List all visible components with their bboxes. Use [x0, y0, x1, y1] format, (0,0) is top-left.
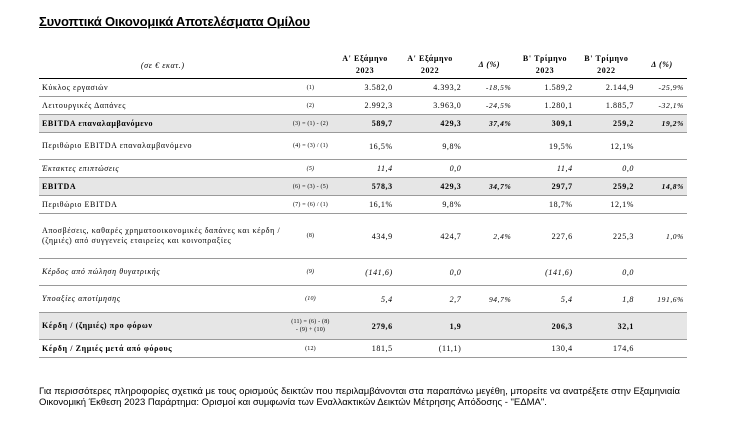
- col-q2-2023: Β' Τρίμηνο 2023: [514, 52, 575, 79]
- cell-value: 16,1%: [334, 196, 395, 214]
- cell-delta: 94,7%: [464, 286, 514, 313]
- col-delta-h1: Δ (%): [464, 52, 514, 79]
- cell-delta: 14,8%: [637, 178, 687, 196]
- row-note: (4) = (3) / (1): [287, 133, 335, 160]
- table-row-one-off-items: [39, 160, 687, 178]
- row-label: Περιθώριο EBITDA: [39, 196, 287, 214]
- cell-value: (141,6): [514, 259, 575, 286]
- col-h1-2022: Α' Εξάμηνο 2022: [396, 52, 465, 79]
- row-note: (1): [287, 79, 335, 97]
- cell-delta: 2,4%: [464, 214, 514, 259]
- cell-delta: [464, 313, 514, 340]
- row-note: (10): [287, 286, 335, 313]
- row-label: Κέρδη / (ζημιές) προ φόρων: [39, 313, 287, 340]
- row-note: (3) = (1) - (2): [287, 115, 335, 133]
- cell-value: 434,9: [334, 214, 395, 259]
- cell-value: 1,8: [576, 286, 637, 313]
- cell-delta: -25,9%: [637, 79, 687, 97]
- col-delta-q2: Δ (%): [637, 52, 687, 79]
- table-row-depreciation-finance: [39, 214, 687, 259]
- row-note: (9): [287, 259, 335, 286]
- cell-value: 0,0: [576, 259, 637, 286]
- cell-value: 589,7: [334, 115, 395, 133]
- row-note: (5): [287, 160, 335, 178]
- cell-delta: [637, 340, 687, 358]
- cell-value: 259,2: [576, 178, 637, 196]
- row-label: Λειτουργικές Δαπάνες: [39, 97, 287, 115]
- cell-value: (141,6): [334, 259, 395, 286]
- cell-value: 424,7: [396, 214, 465, 259]
- cell-value: 279,6: [334, 313, 395, 340]
- cell-value: 130,4: [514, 340, 575, 358]
- cell-delta: 19,2%: [637, 115, 687, 133]
- row-note: (12): [287, 340, 335, 358]
- row-label: Κέρδη / Ζημιές μετά από φόρους: [39, 340, 287, 358]
- cell-value: 12,1%: [576, 133, 637, 160]
- cell-value: 1,9: [396, 313, 465, 340]
- cell-value: 181,5: [334, 340, 395, 358]
- row-note: (11) = (6) - (8) - (9) + (10): [287, 313, 335, 340]
- cell-delta: [464, 259, 514, 286]
- table-row-opex: [39, 97, 687, 115]
- row-label: Υποαξίες αποτίμησης: [39, 286, 287, 313]
- cell-value: 9,8%: [396, 133, 465, 160]
- cell-value: 0,0: [396, 160, 465, 178]
- cell-value: 0,0: [396, 259, 465, 286]
- row-label: EBITDA επαναλαμβανόμενο: [39, 115, 287, 133]
- cell-delta: [637, 160, 687, 178]
- cell-delta: [464, 196, 514, 214]
- row-label: Αποσβέσεις, καθαρές χρηματοοικονομικές δαπάνες και κέρδη / (ζημιές) από συγγενείς εταιρείες και κοινοπραξίες: [39, 214, 287, 259]
- cell-delta: -18,5%: [464, 79, 514, 97]
- table-row-gain-on-sale: [39, 259, 687, 286]
- financial-results-table: [39, 52, 687, 358]
- row-label: Κέρδος από πώληση θυγατρικής: [39, 259, 287, 286]
- col-h1-2023: Α' Εξάμηνο 2023: [334, 52, 395, 79]
- cell-value: 174,6: [576, 340, 637, 358]
- cell-value: 5,4: [334, 286, 395, 313]
- table-row-recurring-ebitda: [39, 115, 687, 133]
- cell-value: 9,8%: [396, 196, 465, 214]
- cell-value: 11,4: [334, 160, 395, 178]
- row-label: Περιθώριο EBITDA επαναλαμβανόμενο: [39, 133, 287, 160]
- cell-delta: [464, 133, 514, 160]
- cell-value: 19,5%: [514, 133, 575, 160]
- cell-value: 206,3: [514, 313, 575, 340]
- row-label: Κύκλος εργασιών: [39, 79, 287, 97]
- row-label: EBITDA: [39, 178, 287, 196]
- cell-value: 3.963,0: [396, 97, 465, 115]
- cell-value: 2.992,3: [334, 97, 395, 115]
- cell-delta: [637, 133, 687, 160]
- cell-value: 2.144,9: [576, 79, 637, 97]
- cell-value: 259,2: [576, 115, 637, 133]
- cell-value: 227,6: [514, 214, 575, 259]
- col-q2-2022: Β' Τρίμηνο 2022: [576, 52, 637, 79]
- cell-value: 11,4: [514, 160, 575, 178]
- cell-value: 429,3: [396, 115, 465, 133]
- cell-delta: [464, 340, 514, 358]
- row-note: (8): [287, 214, 335, 259]
- cell-delta: [637, 259, 687, 286]
- cell-delta: [637, 313, 687, 340]
- cell-delta: -32,1%: [637, 97, 687, 115]
- table-row-impairments: [39, 286, 687, 313]
- cell-value: 2,7: [396, 286, 465, 313]
- page-title: Συνοπτικά Οικονομικά Αποτελέσματα Ομίλου: [39, 14, 310, 29]
- units-label: (σε € εκατ.): [39, 52, 287, 79]
- cell-value: 32,1: [576, 313, 637, 340]
- cell-delta: 34,7%: [464, 178, 514, 196]
- header-spacer: [287, 52, 335, 79]
- table-row-recurring-ebitda-margin: [39, 133, 687, 160]
- cell-value: 1.280,1: [514, 97, 575, 115]
- row-note: (2): [287, 97, 335, 115]
- row-label: Έκτακτες επιπτώσεις: [39, 160, 287, 178]
- cell-delta: 37,4%: [464, 115, 514, 133]
- cell-value: 18,7%: [514, 196, 575, 214]
- cell-value: 16,5%: [334, 133, 395, 160]
- cell-value: 0,0: [576, 160, 637, 178]
- table-row-revenue: [39, 79, 687, 97]
- table-row-profit-after-tax: [39, 340, 687, 358]
- cell-delta: [637, 196, 687, 214]
- table-row-profit-before-tax: [39, 313, 687, 340]
- table-row-ebitda: [39, 178, 687, 196]
- cell-value: 12,1%: [576, 196, 637, 214]
- cell-value: 429,3: [396, 178, 465, 196]
- row-note: (7) = (6) / (1): [287, 196, 335, 214]
- cell-delta: [464, 160, 514, 178]
- cell-value: 1.589,2: [514, 79, 575, 97]
- cell-value: 4.393,2: [396, 79, 465, 97]
- cell-value: 578,3: [334, 178, 395, 196]
- cell-value: (11,1): [396, 340, 465, 358]
- cell-value: 225,3: [576, 214, 637, 259]
- cell-value: 297,7: [514, 178, 575, 196]
- cell-value: 5,4: [514, 286, 575, 313]
- footnote: Για περισσότερες πληροφορίες σχετικά με τους ορισμούς δεικτών που περιλαμβάνονται στα παραπάνω μεγέθη, μπορείτε να ανατρέξετε στην Εξαμηνιαία Οικονομική Έκθεση 2023 Παράρτημα: Ορισμοί και συμφωνία των Εναλλακτικών Δεικτών Μέτρησης Απόδοσης - "ΕΔΜΑ".: [39, 386, 680, 408]
- cell-value: 3.582,0: [334, 79, 395, 97]
- cell-value: 1.885,7: [576, 97, 637, 115]
- table-row-ebitda-margin: [39, 196, 687, 214]
- row-note: (6) = (3) - (5): [287, 178, 335, 196]
- cell-value: 309,1: [514, 115, 575, 133]
- cell-delta: -24,5%: [464, 97, 514, 115]
- cell-delta: 191,6%: [637, 286, 687, 313]
- table-header-row: [39, 52, 687, 79]
- cell-delta: 1,0%: [637, 214, 687, 259]
